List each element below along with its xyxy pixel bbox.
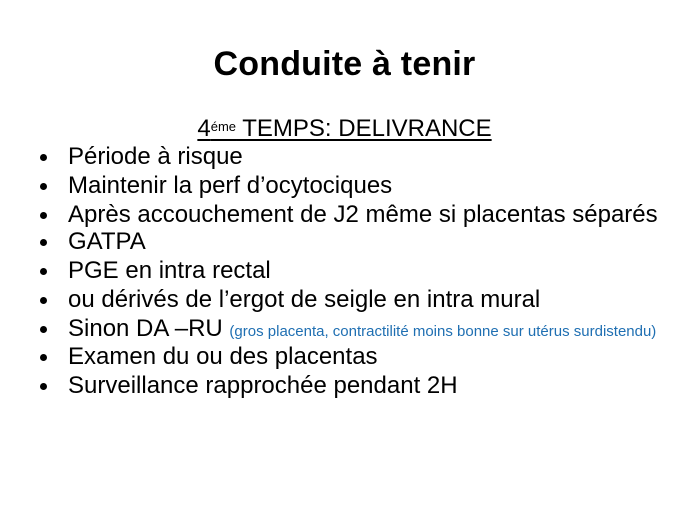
bullet-text: PGE en intra rectal: [68, 257, 271, 284]
bullet-text: Examen du ou des placentas: [68, 343, 378, 370]
bullet-text: Surveillance rapprochée pendant 2H: [68, 372, 458, 399]
bullet-item: [36, 345, 666, 368]
bullet-item: [36, 174, 666, 197]
subtitle-superscript: éme: [210, 119, 237, 134]
bullet-note: (gros placenta, contractilité moins bonne sur utérus surdistendu): [229, 323, 657, 340]
slide-subtitle: [0, 114, 689, 144]
bullet-dot-icon: [40, 239, 47, 246]
bullet-item: [36, 203, 666, 226]
bullet-item: [36, 145, 666, 168]
bullet-item: [36, 317, 666, 341]
bullet-dot-icon: [40, 297, 47, 304]
bullet-text: Après accouchement de J2 même si placentas séparés: [68, 201, 658, 228]
bullet-text: GATPA: [68, 228, 146, 255]
bullet-dot-icon: [40, 326, 47, 333]
bullet-text: Sinon DA –RU: [68, 315, 223, 342]
bullet-text: Période à risque: [68, 143, 243, 170]
subtitle-suffix: TEMPS: DELIVRANCE: [236, 115, 492, 142]
bullet-item: [36, 288, 666, 311]
bullet-item: [36, 230, 666, 253]
bullet-dot-icon: [40, 268, 47, 275]
slide-title: Conduite à tenir: [213, 45, 476, 83]
bullet-dot-icon: [40, 383, 47, 390]
bullet-list: [36, 145, 666, 403]
bullet-item: [36, 259, 666, 282]
bullet-dot-icon: [40, 354, 47, 361]
bullet-text: ou dérivés de l’ergot de seigle en intra mural: [68, 286, 541, 313]
subtitle-prefix: 4: [197, 115, 211, 142]
bullet-dot-icon: [40, 212, 47, 219]
bullet-text: Maintenir la perf d’ocytociques: [68, 172, 393, 199]
bullet-dot-icon: [40, 183, 47, 190]
bullet-dot-icon: [40, 154, 47, 161]
bullet-item: [36, 374, 666, 397]
